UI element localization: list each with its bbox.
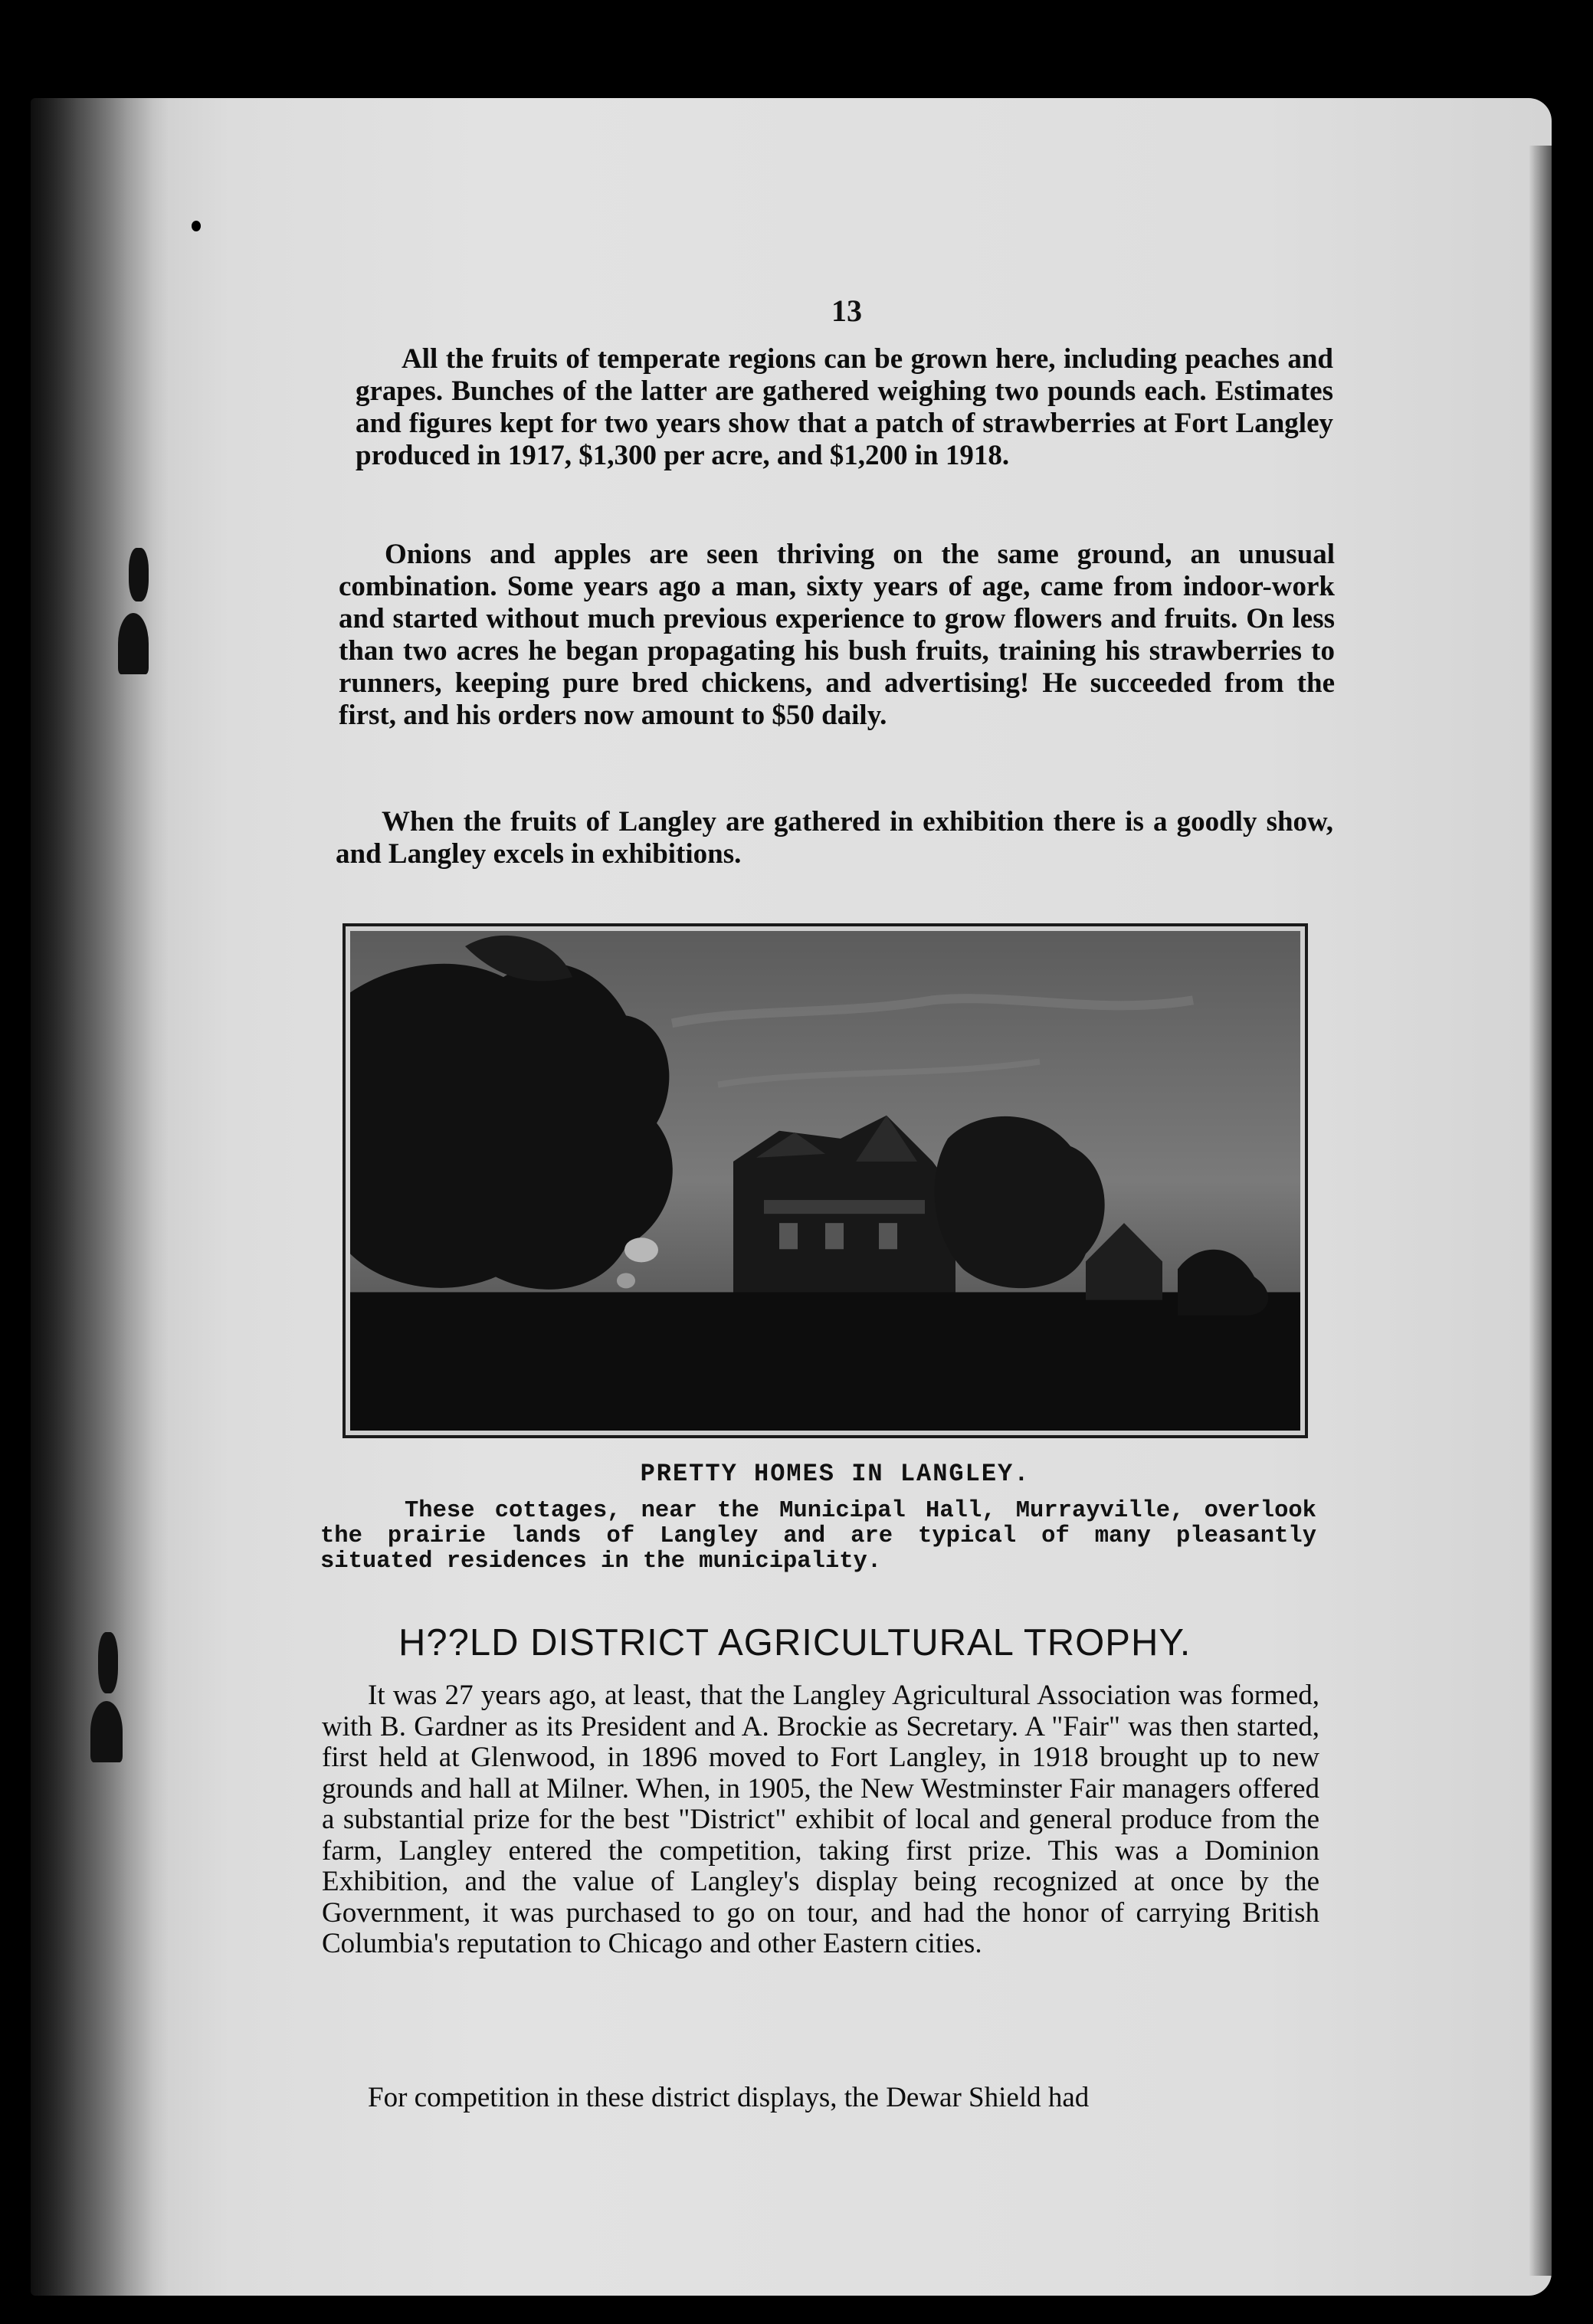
paragraph-fruits: All the fruits of temperate regions can be grown here, including peaches and grapes. Bunches of the latter are gathered weighing two pounds each. Estimates and figures kept for two years show that a patch of strawberries at Fort Langley produced in 1917, $1,300 per acre, and $1,200 in 1918.: [356, 343, 1333, 471]
section-heading: H??LD DISTRICT AGRICULTURAL TROPHY.: [398, 1622, 1191, 1664]
speck: [713, 23, 719, 31]
speck: [192, 221, 201, 231]
binding-clip-lower-tail: [90, 1701, 123, 1762]
paragraph-agricultural-association: It was 27 years ago, at least, that the Langley Agricultural Association was formed, with B. Gardner as its President and A. Brockie as Secretary. A "Fair" was then started, first held at Glenwood, in 1896 moved to Fort Langley, in 1918 brought up to new grounds and hall at Milner. When, in 1905, the New Westminster Fair managers offered a substantial prize for the best "District" exhibit of local and general produce from the farm, Langley entered the competition, taking first prize. This was a Dominion Exhibition, and the value of Langley's display being recognized at once by the Government, it was purchased to go on tour, and had the honor of carrying British Columbia's reputation to Chicago and other Eastern cities.: [322, 1680, 1319, 1959]
page-right-edge: [1529, 146, 1552, 2276]
photo-caption-title: PRETTY HOMES IN LANGLEY.: [640, 1460, 1031, 1488]
photo-frame: [343, 923, 1308, 1438]
binding-clip-upper: [129, 548, 149, 601]
page-number: 13: [831, 293, 862, 328]
spine-shadow: [31, 98, 169, 2296]
paragraph-onions-apples: Onions and apples are seen thriving on the same ground, an unusual combination. Some years ago a man, sixty years of age, came from indoor-work and started without much previous experience to grow flowers and fruits. On less than two acres he began propagating his bush fruits, training his strawberries to runners, keeping pure bred chickens, and advertising! He succeeded from the first, and his orders now amount to $50 daily.: [339, 539, 1335, 731]
paragraph-dewar-shield: For competition in these district displays, the Dewar Shield had: [368, 2082, 1090, 2113]
binding-clip-lower: [98, 1632, 118, 1693]
paragraph-exhibitions: When the fruits of Langley are gathered in exhibition there is a goodly show, and Langley excels in exhibitions.: [336, 806, 1333, 870]
photo-caption-text: These cottages, near the Municipal Hall, Murrayville, overlook the prairie lands of Langley and are typical of many pleasantly situated residences in the municipality.: [320, 1498, 1316, 1575]
binding-clip-upper-tail: [118, 613, 149, 674]
photo-pretty-homes: [350, 931, 1300, 1431]
